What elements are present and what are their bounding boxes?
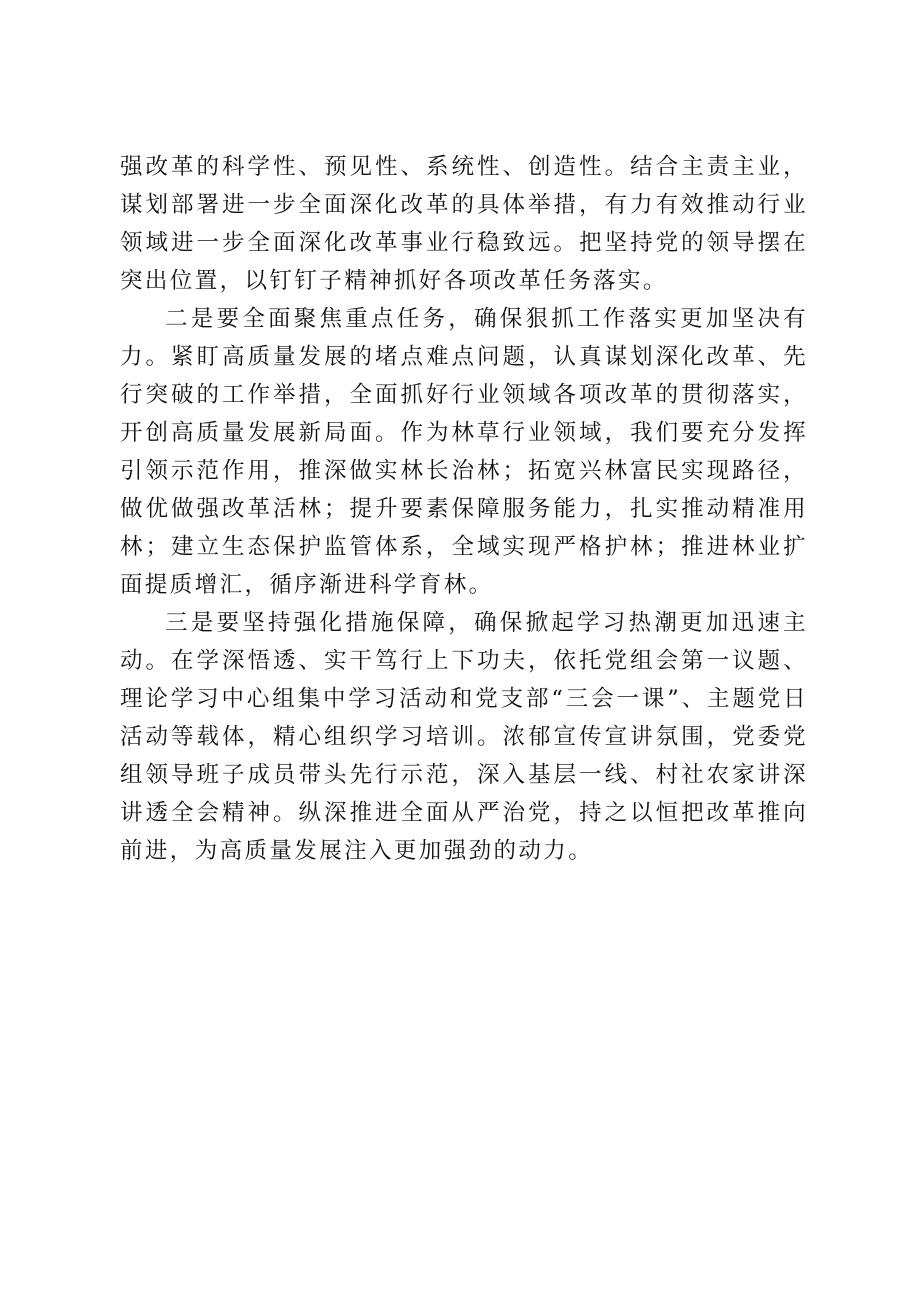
paragraph-point-two: 二是要全面聚焦重点任务，确保狠抓工作落实更加坚决有力。紧盯高质量发展的堵点难点问题，认真谋划深化改革、先行突破的工作举措，全面抓好行业领域各项改革的贯彻落实，开创高质量发展新局面。作为林草行业领域，我们要充分发挥引领示范作用，推深做实林长治林；拓宽兴林富民实现路径，做优做强改革活林；提升要素保障服务能力，扎实推动精准用林；建立生态保护监管体系，全域实现严格护林；推进林业扩面提质增汇，循序渐进科学育林。 [120,306,808,598]
body-text [120,148,808,870]
paragraph-point-three: 三是要坚持强化措施保障，确保掀起学习热潮更加迅速主动。在学深悟透、实干笃行上下功夫，依托党组会第一议题、理论学习中心组集中学习活动和党支部“三会一课”、主题党日活动等载体，精心组织学习培训。浓郁宣传宣讲氛围，党委党组领导班子成员带头先行示范，深入基层一线、村社农家讲深讲透全会精神。纵深推进全面从严治党，持之以恒把改革推向前进，为高质量发展注入更加强劲的动力。 [120,610,808,864]
paragraph-continuation: 强改革的科学性、预见性、系统性、创造性。结合主责主业，谋划部署进一步全面深化改革的具体举措，有力有效推动行业领域进一步全面深化改革事业行稳致远。把坚持党的领导摆在突出位置，以钉钉子精神抓好各项改革任务落实。 [120,154,808,294]
